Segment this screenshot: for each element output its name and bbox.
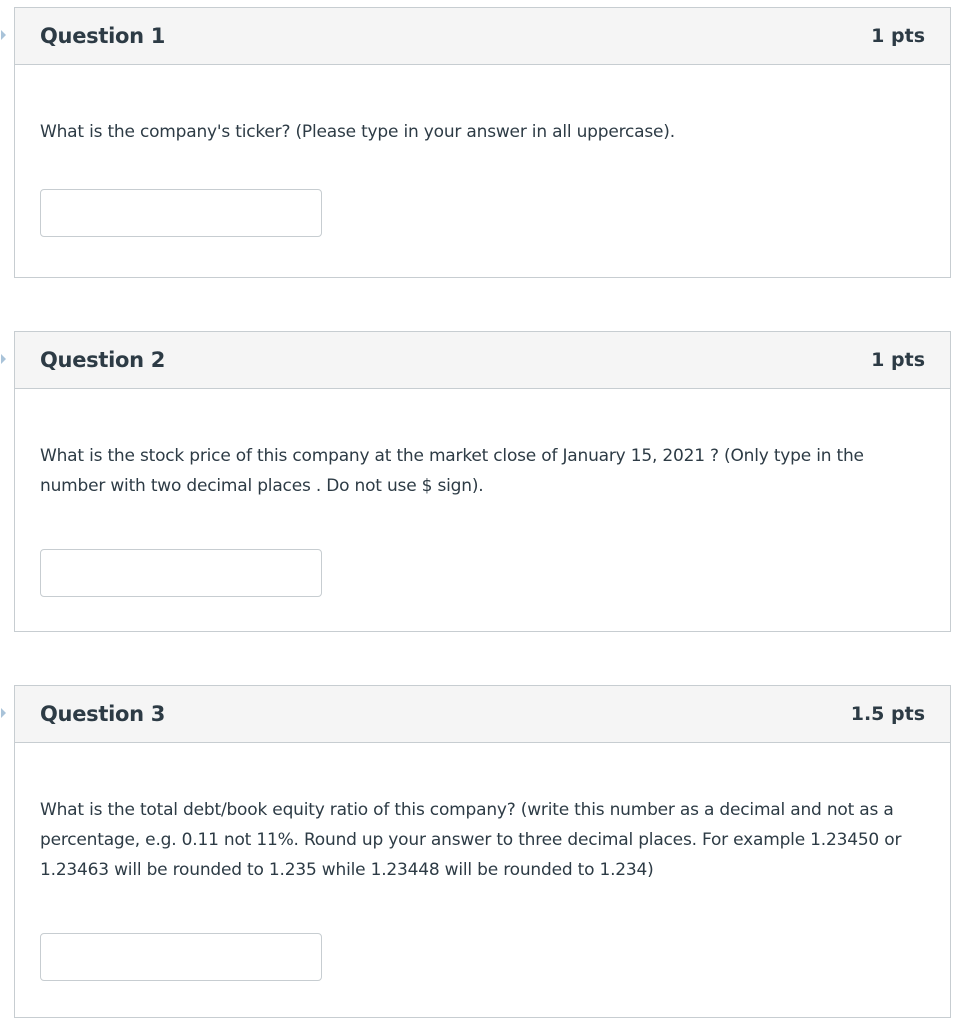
question-marker-icon	[1, 30, 6, 40]
question-text: What is the stock price of this company at the market close of January 15, 2021 ? (Only type in the number with two decimal places . Do not use $ sign).	[40, 446, 864, 496]
question-header	[15, 332, 950, 389]
answer-input-1[interactable]	[40, 189, 322, 237]
answer-input-2[interactable]	[40, 549, 322, 597]
question-points: 1 pts	[871, 349, 925, 371]
question-title: Question 1	[40, 24, 166, 48]
question-title: Question 3	[40, 702, 166, 726]
question-card-1	[14, 7, 951, 278]
question-body	[15, 795, 950, 981]
question-title: Question 2	[40, 348, 166, 372]
question-text: What is the company's ticker? (Please type in your answer in all uppercase).	[40, 122, 675, 142]
question-card-2	[14, 331, 951, 632]
question-header	[15, 8, 950, 65]
answer-input-3[interactable]	[40, 933, 322, 981]
question-text: What is the total debt/book equity ratio of this company? (write this number as a decimal and not as a percentage, e.g. 0.11 not 11%. Round up your answer to three decimal places. For example 1.23450 or 1.23463 will be rounded to 1.235 while 1.23448 will be rounded to 1.234)	[40, 800, 902, 880]
question-card-3	[14, 685, 951, 1018]
question-body	[15, 441, 950, 597]
question-marker-icon	[1, 354, 6, 364]
question-marker-icon	[1, 708, 6, 718]
question-body	[15, 117, 950, 237]
question-points: 1.5 pts	[850, 703, 925, 725]
question-points: 1 pts	[871, 25, 925, 47]
question-header	[15, 686, 950, 743]
